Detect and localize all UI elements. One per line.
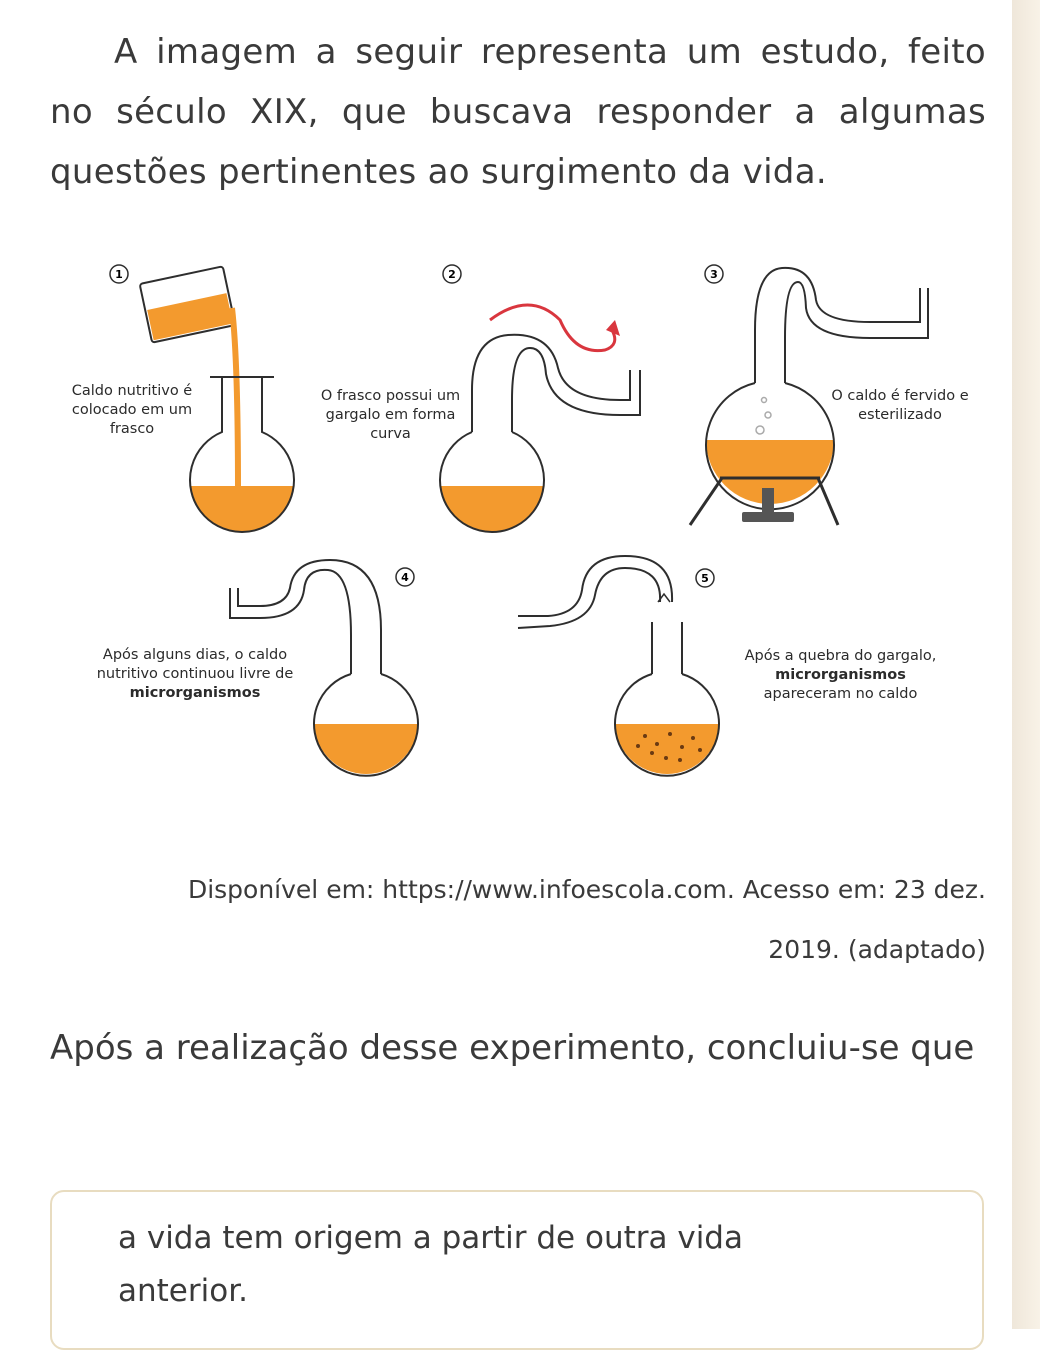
experiment-figure (60, 250, 990, 780)
caption-step-4 (80, 646, 310, 703)
step-marker-3 (705, 265, 723, 283)
caption-step-5-bold: microrganismos (775, 667, 906, 683)
step-marker-2 (443, 265, 461, 283)
svg-text:3: 3 (710, 268, 718, 281)
caption-step-4-bold: microrganismos (129, 685, 261, 701)
answer-option-text: a vida tem origem a partir de outra vida anterior. (118, 1220, 743, 1309)
scrollbar-track[interactable] (1012, 0, 1040, 1329)
caption-step-5 (728, 647, 953, 704)
intro-paragraph: A imagem a seguir representa um estudo, feito no século XIX, que buscava responder a algumas questões pertinentes ao surgimento da vida. (50, 32, 986, 192)
source-line-2: 2019. (adaptado) (768, 935, 986, 964)
caption-step-3: O caldo é fervido e esterilizado (831, 388, 969, 423)
caption-step-4-text: Após alguns dias, o caldo nutritivo continuou livre de (96, 647, 294, 682)
source-citation (80, 860, 986, 980)
svg-text:1: 1 (115, 268, 123, 281)
svg-text:2: 2 (448, 268, 456, 281)
caption-step-2: O frasco possui um gargalo em forma curva (320, 388, 461, 442)
caption-step-1: Caldo nutritivo é colocado em um frasco (71, 383, 193, 437)
step-marker-1 (110, 265, 128, 283)
question-text: Após a realização desse experimento, concluiu-se que (50, 1028, 975, 1068)
svg-text:4: 4 (401, 571, 409, 584)
flask-step-5 (518, 556, 719, 780)
svg-text:5: 5 (701, 572, 709, 585)
source-line-1: Disponível em: https://www.infoescola.com. Acesso em: 23 dez. (187, 875, 986, 904)
caption-step-5-tail: apareceram no caldo (763, 686, 918, 702)
step-marker-4 (396, 568, 414, 586)
answer-option[interactable] (50, 1190, 984, 1350)
step-marker-5 (696, 569, 714, 587)
caption-step-5-text: Após a quebra do gargalo, (744, 648, 937, 664)
